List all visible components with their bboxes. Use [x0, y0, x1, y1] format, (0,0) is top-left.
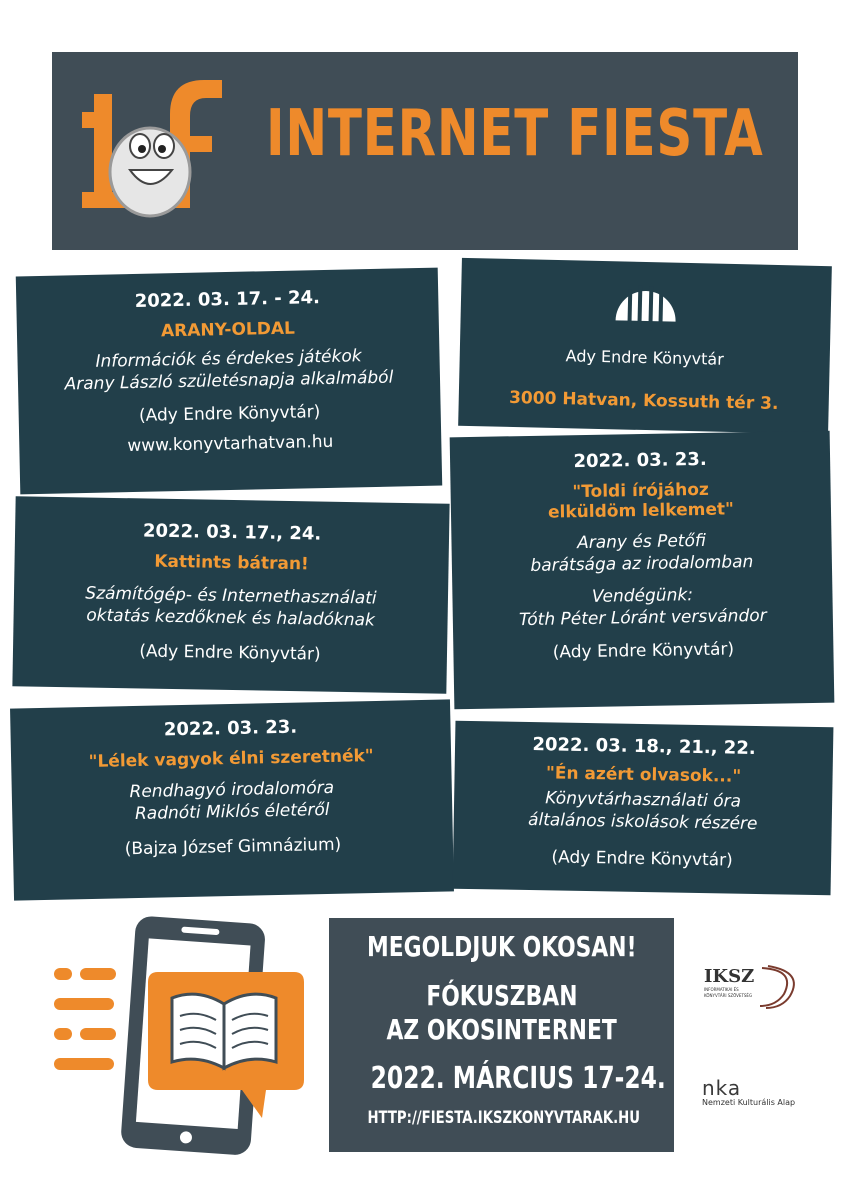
event-date: 2022. 03. 18., 21., 22. [532, 734, 756, 759]
library-logo-icon [605, 275, 687, 347]
campaign-focus: AZ OKOSINTERNET [386, 1013, 617, 1046]
event-card-toldi [450, 431, 835, 710]
event-desc: Arany és Petőfi [576, 530, 707, 554]
library-name: Ady Endre Könyvtár [565, 346, 725, 369]
event-card-kattints [12, 496, 449, 694]
event-desc: általános iskolások részére [527, 809, 758, 834]
event-card-en-azert [453, 721, 834, 896]
iksz-logo [704, 960, 804, 1010]
event-venue: (Ady Endre Könyvtár) [138, 402, 321, 426]
event-desc: Radnóti Miklós életéről [134, 799, 330, 825]
event-desc: Információk és érdekes játékok [95, 346, 362, 372]
tablet-book-icon [48, 912, 338, 1162]
event-venue: (Ady Endre Könyvtár) [551, 847, 733, 871]
event-guest: Vendégünk: [591, 585, 694, 607]
nka-mark: nka [702, 1076, 742, 1100]
event-venue: (Bajza József Gimnázium) [124, 834, 342, 860]
event-card-lelek [10, 699, 454, 900]
event-title: elküldöm lelkemet" [547, 499, 735, 523]
event-date: 2022. 03. 23. [573, 448, 707, 473]
iksz-text: IKSZ [704, 966, 755, 987]
event-guest: Tóth Péter Lóránt versvándor [518, 605, 767, 631]
internet-fiesta-logo [72, 37, 252, 250]
event-desc: oktatás kezdőknek és haladóknak [86, 605, 376, 631]
event-title: Kattints bátran! [154, 551, 309, 575]
event-venue: (Ady Endre Könyvtár) [139, 641, 321, 665]
library-card [458, 258, 832, 434]
nka-name: Nemzeti Kulturális Alap [702, 1098, 796, 1107]
event-venue: (Ady Endre Könyvtár) [552, 639, 735, 663]
event-website-link[interactable]: www.konyvtarhatvan.hu [127, 431, 334, 457]
campaign-focus: FÓKUSZBAN [425, 979, 578, 1012]
page-title: INTERNET FIESTA [266, 97, 764, 171]
event-card-arany-oldal [16, 268, 442, 495]
event-title: "Lélek vagyok élni szeretnék" [88, 746, 374, 772]
event-desc: barátsága az irodalomban [530, 552, 754, 576]
svg-text:if: if [72, 37, 83, 56]
event-desc: Könyvtárhasználati óra [545, 788, 742, 812]
event-title: "Én azért olvasok..." [545, 763, 742, 787]
iksz-subtitle: INFORMATIKAI ÉS [704, 987, 739, 992]
iksz-subtitle: KÖNYVTÁRI SZÖVETSÉG [704, 993, 753, 998]
event-desc: Rendhagyó irodalomóra [129, 777, 335, 803]
event-date: 2022. 03. 23. [163, 716, 298, 741]
event-date: 2022. 03. 17., 24. [142, 520, 322, 545]
library-address: 3000 Hatvan, Kossuth tér 3. [508, 387, 779, 415]
campaign-url-link[interactable]: HTTP://FIESTA.IKSZKONYVTARAK.HU [367, 1108, 641, 1128]
event-date: 2022. 03. 17. - 24. [134, 287, 321, 312]
nka-logo [702, 1076, 822, 1116]
header-banner [52, 37, 798, 250]
campaign-box [329, 918, 674, 1152]
campaign-slogan: MEGOLDJUK OKOSAN! [367, 930, 637, 963]
event-title: ARANY-OLDAL [160, 318, 296, 342]
event-desc: Arany László születésnapja alkalmából [64, 367, 394, 395]
event-desc: Számítógép- és Internethasználati [85, 583, 377, 609]
campaign-dates: 2022. MÁRCIUS 17-24. [370, 1061, 666, 1096]
event-title: "Toldi írójához [572, 479, 710, 503]
